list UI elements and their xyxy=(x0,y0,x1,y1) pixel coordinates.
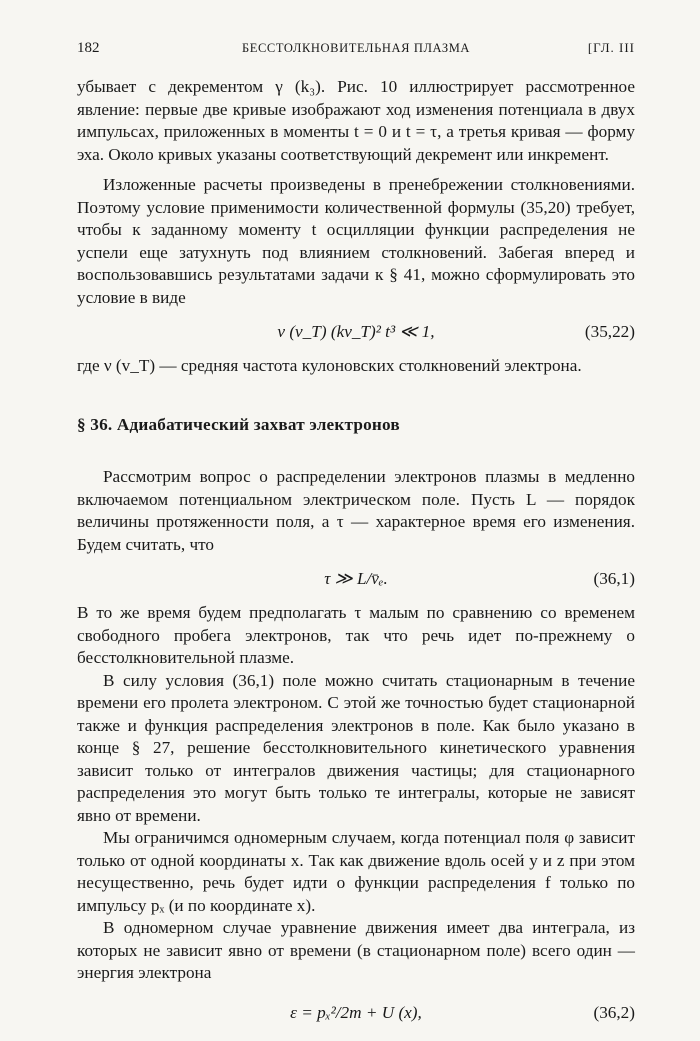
section-heading xyxy=(77,414,635,437)
equation-number: (36,2) xyxy=(593,1002,635,1022)
formula-36-1 xyxy=(77,556,635,602)
paragraph: В одномерном случае уравнение движения имеет два интеграла, из которых не зависит явно от времени (в стационарном поле) всего один — энергия электрона xyxy=(77,918,635,982)
page-number: 182 xyxy=(77,40,100,56)
equation-number: (36,1) xyxy=(593,569,635,588)
formula-35-22 xyxy=(77,309,635,355)
page-header xyxy=(77,40,635,60)
page-body xyxy=(77,76,635,1041)
formula-text: ν (v_T) (kv_T)² t³ ≪ 1, xyxy=(277,322,435,341)
paragraph: Мы ограничимся одномерным случаем, когда потенциал поля φ зависит только от одной координаты x. Так как движение вдоль осей y и z при этом несущественно, речь будет идти о функции распределения f только по импульсу pₓ (и по координате x). xyxy=(77,828,635,915)
chapter-label: [ГЛ. III xyxy=(587,40,635,55)
formula-text: τ ≫ L/v̄ₑ. xyxy=(324,569,388,588)
paragraph: В силу условия (36,1) поле можно считать стационарным в течение времени его пролета электроном. С этой же точностью будет стационарной также и функция распределения электронов в поле. Как было указано в конце § 27, решение бесстолкновительного кинетического уравнения зависит только от интегралов движения частицы; для стационарного распределения это могут быть только те интегралы, которые не зависят явно от времени. xyxy=(77,670,635,825)
formula-text: ε = pₓ²/2m + U (x), xyxy=(290,1002,422,1022)
paragraph: убывает с декрементом γ (k₃). Рис. 10 иллюстрирует рассмотренное явление: первые две кривые изображают ход изменения потенциала в двух импульсах, приложенных в моменты t = 0 и t = τ, а третья кривая — форму эха. Около кривых указаны соответствующий декремент или инкремент. xyxy=(77,77,635,164)
paragraph: где ν (v_T) — средняя частота кулоновских столкновений электрона. xyxy=(77,356,582,375)
running-title: БЕССТОЛКНОВИТЕЛЬНАЯ ПЛАЗМА xyxy=(241,41,471,55)
paragraph: Рассмотрим вопрос о распределении электронов плазмы в медленно включаемом потенциальном электрическом поле. Пусть L — порядок величины протяженности поля, а τ — характерное время его изменения. Будем считать, что xyxy=(77,467,635,554)
section-title: § 36. Адиабатический захват электронов xyxy=(77,414,400,434)
equation-number: (35,22) xyxy=(584,322,635,341)
paragraph: В то же время будем предполагать τ малым по сравнению со временем свободного пробега электронов, так что речь идет по-прежнему о бесстолкновительной плазме. xyxy=(77,603,635,667)
formula-36-2 xyxy=(77,985,635,1041)
paragraph: Изложенные расчеты произведены в пренебрежении столкновениями. Поэтому условие применимости количественной формулы (35,20) требует, чтобы к заданному моменту t осцилляции функции распределения не успели еще затухнуть под влиянием столкновений. Забегая вперед и воспользовавшись результатами задачи к § 41, можно сформулировать это условие в виде xyxy=(77,175,635,307)
